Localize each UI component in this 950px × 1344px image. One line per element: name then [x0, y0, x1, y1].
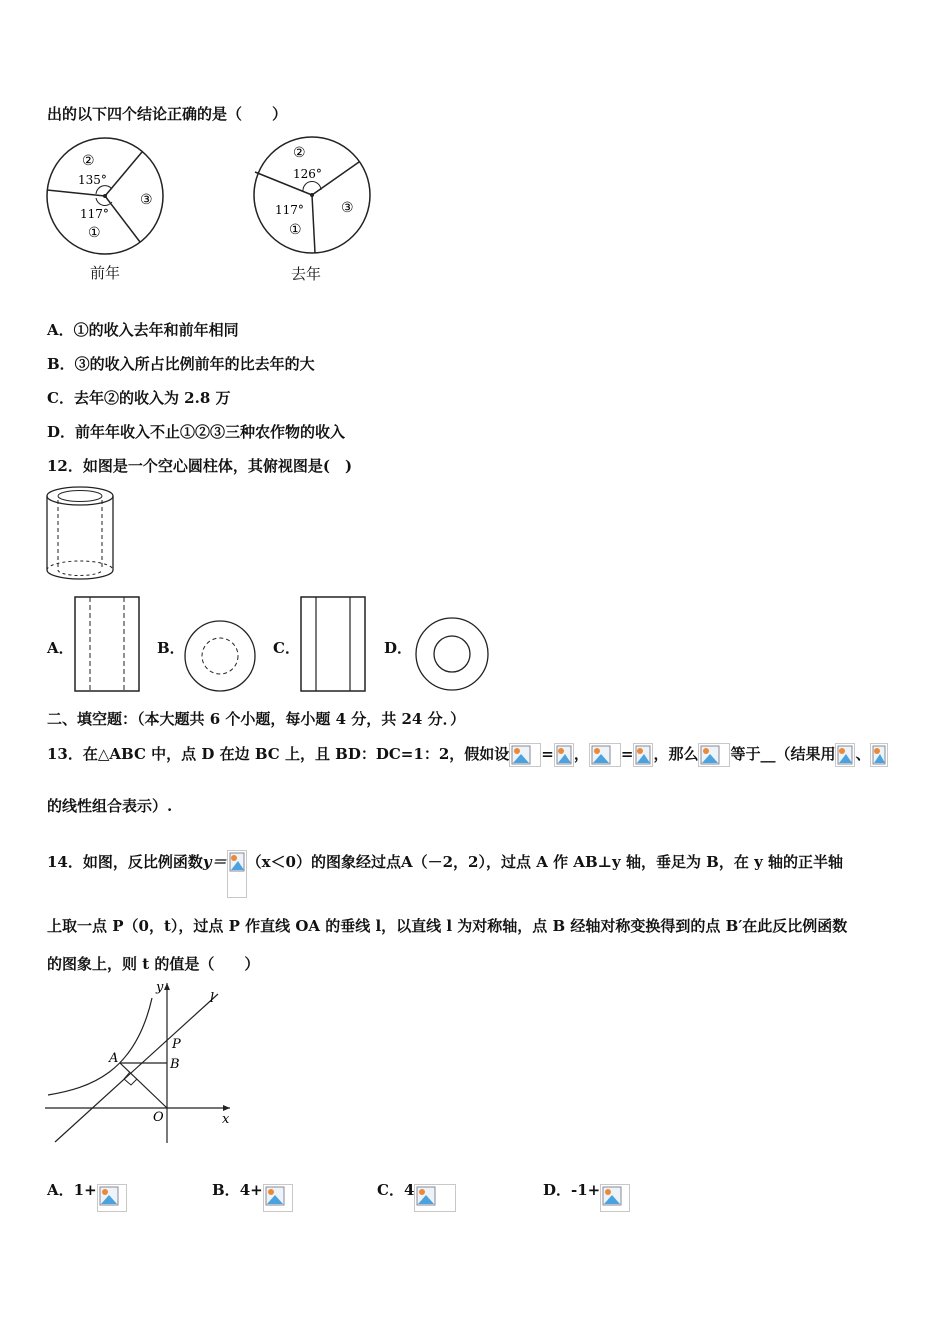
q12-option-a-label: A．: [47, 639, 74, 657]
q14-text-1: 14．如图，反比例函数: [47, 853, 203, 871]
point-b-label: B: [170, 1057, 180, 1072]
q13-sep: 、: [855, 745, 871, 763]
q12-option-a-figure[interactable]: [74, 596, 142, 694]
origin-label: O: [153, 1110, 164, 1125]
q12-option-c-label: C．: [273, 639, 300, 657]
q11-option-d: D．前年年收入不止①②③三种农作物的收入: [47, 423, 346, 441]
line-l: [55, 994, 218, 1142]
q14-option-a-label: A．: [47, 1181, 74, 1199]
line-OA: [120, 1063, 167, 1108]
q11-option-b: B．③的收入所占比例前年的比去年的大: [47, 355, 315, 373]
pie2-label-3: ③: [341, 200, 354, 216]
q12-option-b-figure[interactable]: [182, 618, 258, 694]
q14-option-c[interactable]: [377, 1168, 456, 1198]
line-l-label: l: [210, 991, 215, 1006]
pie2-label-1: ①: [289, 222, 302, 238]
q14-option-b-value: 4+: [239, 1181, 263, 1199]
pie2-angle-117: 117°: [275, 203, 304, 217]
pie2-caption: 去年: [291, 265, 322, 283]
question-12-stem: 12．如图是一个空心圆柱体，其俯视图是( ): [47, 457, 353, 475]
x-axis-label: x: [222, 1112, 230, 1127]
broken-image-icon: [698, 743, 730, 767]
broken-image-icon: [509, 743, 541, 767]
q13-equals: 等于__（结果用: [730, 745, 836, 763]
q14-option-a[interactable]: [47, 1168, 127, 1198]
q12-option-d-figure[interactable]: [412, 616, 492, 694]
pie1-label-2: ②: [82, 153, 95, 169]
question-14: [47, 826, 843, 876]
broken-image-icon: [263, 1184, 293, 1212]
q14-graph: [40, 978, 240, 1148]
question-11-stem: 出的以下四个结论正确的是（ ）: [47, 105, 288, 123]
pie2-angle-126: 126°: [293, 167, 322, 181]
broken-image-icon: [227, 850, 247, 898]
broken-image-icon: [633, 743, 653, 767]
pie-chart-previous-year: [40, 132, 170, 257]
point-p-label: P: [172, 1037, 181, 1052]
pie-chart-last-year: [247, 130, 377, 255]
q13-then: ，那么: [653, 745, 699, 763]
q14-option-b[interactable]: [212, 1168, 293, 1198]
q11-option-a: A．①的收入去年和前年相同: [47, 321, 239, 339]
q12-option-d-label: D．: [384, 639, 413, 657]
q11-option-c: C．去年②的收入为 2.8 万: [47, 389, 231, 407]
q14-option-d-label: D．: [543, 1181, 572, 1199]
broken-image-icon: [600, 1184, 630, 1212]
broken-image-icon: [870, 743, 888, 767]
pie2-label-2: ②: [293, 145, 306, 161]
pie1-caption: 前年: [90, 264, 121, 282]
hollow-cylinder-figure: [42, 484, 120, 584]
q14-option-d[interactable]: [543, 1168, 630, 1198]
pie1-angle-117: 117°: [80, 207, 109, 221]
q12-option-c-figure[interactable]: [300, 596, 368, 694]
question-13: [47, 734, 888, 774]
broken-image-icon: [414, 1184, 456, 1212]
q14-option-c-label: C．: [377, 1181, 404, 1199]
q14-rest-1: A（－2，2），过点 A 作 AB⊥y 轴，垂足为 B，在 y 轴的正半轴: [400, 853, 844, 871]
q12-option-b-label: B．: [157, 639, 185, 657]
pie1-angle-135: 135°: [78, 173, 107, 187]
broken-image-icon: [835, 743, 855, 767]
broken-image-icon: [97, 1184, 127, 1212]
q14-line-2: 上取一点 P（0，t），过点 P 作直线 OA 的垂线 l，以直线 l 为对称轴，点 B 经轴对称变换得到的点 B′在此反比例函数: [47, 917, 848, 935]
q13-eq2: =: [620, 745, 634, 763]
q14-option-c-value: 4: [403, 1181, 415, 1199]
q14-option-d-value: -1+: [571, 1181, 601, 1199]
q14-option-a-value: 1+: [73, 1181, 97, 1199]
q13-comma: ，: [573, 745, 589, 763]
section-2-heading: 二、填空题：（本大题共 6 个小题，每小题 4 分，共 24 分．）: [47, 710, 466, 728]
q13-text-1: 13．在△ABC 中，点 D 在边 BC 上，且 BD：DC=1：2，假如设: [47, 745, 510, 763]
q14-y-eq: y＝: [202, 853, 227, 871]
hyperbola-curve: [48, 998, 152, 1095]
pie1-label-1: ①: [88, 225, 101, 241]
broken-image-icon: [589, 743, 621, 767]
point-a-label: A: [109, 1051, 119, 1066]
pie1-label-3: ③: [140, 192, 153, 208]
y-axis-label: y: [156, 980, 164, 995]
broken-image-icon: [554, 743, 574, 767]
q14-line-3: 的图象上，则 t 的值是（ ）: [47, 955, 260, 973]
q13-line-2: 的线性组合表示）.: [47, 797, 173, 815]
q13-eq1: =: [541, 745, 554, 763]
q14-option-b-label: B．: [212, 1181, 240, 1199]
q14-cond: （x＜0）的图象经过点: [246, 853, 401, 871]
